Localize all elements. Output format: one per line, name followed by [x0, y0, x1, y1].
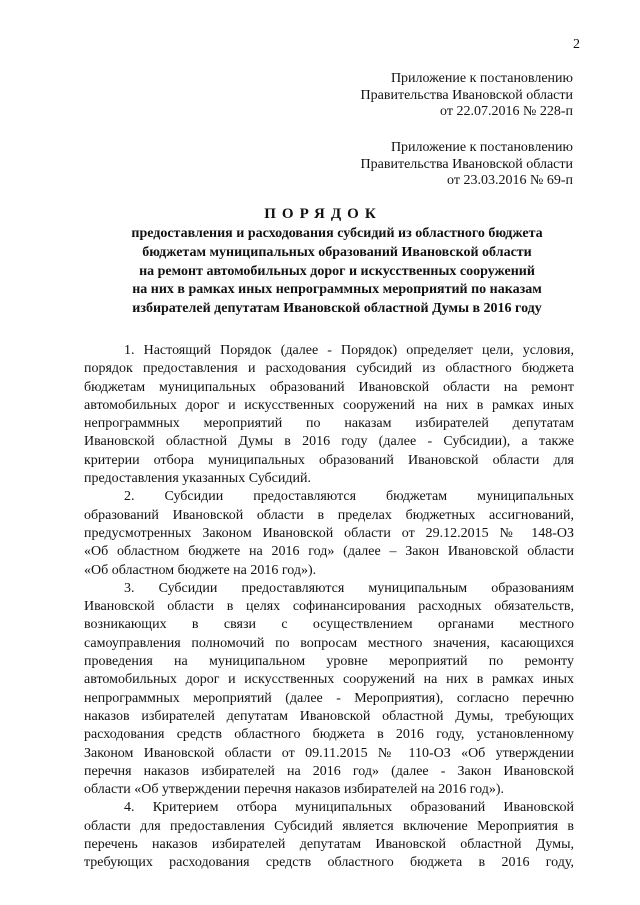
- document-subtitle: [100, 225, 574, 319]
- paragraph-1-line: бюджетам муниципальных образований Ивановской области на ремонт: [84, 379, 574, 395]
- paragraph-1-line: 1. Настоящий Порядок (далее - Порядок) определяет цели, условия,: [124, 343, 574, 358]
- paragraph-3-line: самоуправления полномочий по вопросам местного значения, касающихся: [84, 635, 574, 651]
- paragraph-1-line: порядок предоставления и расходования субсидий из областного бюджета: [84, 361, 574, 377]
- subtitle-line: бюджетам муниципальных образований Ивановской области: [142, 244, 532, 260]
- paragraph-3-line: расходования средств областного бюджета в 2016 году, установленному: [84, 727, 574, 743]
- appendix-line: Правительства Ивановской области: [360, 156, 573, 172]
- appendix-line: от 23.03.2016 № 69-п: [447, 173, 573, 188]
- appendix-line: Приложение к постановлению: [390, 71, 573, 86]
- paragraph-2-line: «Об областном бюджете на 2016 год» (далее – Закон Ивановской области: [84, 544, 574, 560]
- paragraph-1-line: предоставления указанных Субсидий.: [84, 471, 311, 487]
- document-title: ПОРЯДОК: [264, 206, 382, 222]
- paragraph-3-line: непрограммных мероприятий (далее - Мероприятия), согласно перечню: [84, 690, 574, 706]
- paragraph-3-line: перечня наказов избирателей на 2016 год» (далее - Закон Ивановской: [84, 763, 574, 779]
- paragraph-2-line: предусмотренных Законом Ивановской области от 29.12.2015 № 148-ОЗ: [84, 525, 574, 541]
- paragraph-4-line: области для предоставления Субсидий является включение Мероприятия в: [84, 818, 574, 834]
- paragraph-3-line: наказов избирателей депутатам Ивановской областной Думы, требующих: [84, 708, 574, 724]
- paragraph-4-line: перечень наказов избирателей депутатам Ивановской областной Думы,: [84, 837, 574, 853]
- appendix-note-current: [361, 71, 573, 121]
- paragraph-1-line: Ивановской областной Думы в 2016 году (далее - Субсидии), а также: [84, 434, 574, 450]
- subtitle-line: избирателей депутатам Ивановской областной Думы в 2016 году: [132, 301, 542, 317]
- appendix-line: Правительства Ивановской области: [360, 87, 573, 103]
- appendix-line: от 22.07.2016 № 228-п: [440, 104, 573, 119]
- paragraph-3-line: 3. Субсидии предоставляются муниципальным образованиям: [124, 580, 574, 596]
- document-body: [84, 342, 574, 873]
- page-number: 2: [573, 37, 580, 52]
- paragraph-3-line: автомобильных дорог и искусственных сооружений на них в рамках иных: [84, 672, 574, 688]
- paragraph-2-line: 2. Субсидии предоставляются бюджетам муниципальных: [124, 489, 574, 505]
- subtitle-line: на ремонт автомобильных дорог и искусственных сооружений: [139, 263, 535, 279]
- paragraph-1-line: непрограммных мероприятий по наказам избирателей депутатам: [84, 416, 574, 432]
- paragraph-3-line: проведения на муниципальном уровне мероприятий по ремонту: [84, 654, 574, 670]
- paragraph-4-line: требующих расходования средств областного бюджета в 2016 году,: [84, 855, 574, 871]
- paragraph-4-line: 4. Критерием отбора муниципальных образований Ивановской: [124, 800, 574, 816]
- appendix-note-original: [361, 140, 573, 190]
- paragraph-3-line: Законом Ивановской области от 09.11.2015 № 110-ОЗ «Об утверждении: [84, 745, 574, 761]
- subtitle-line: предоставления и расходования субсидий из областного бюджета: [131, 226, 543, 241]
- subtitle-line: на них в рамках иных непрограммных мероприятий по наказам: [132, 282, 542, 298]
- paragraph-3-line: Ивановской области в целях софинансирования расходных обязательств,: [84, 599, 574, 615]
- paragraph-3-line: возникающих в связи с осуществлением органами местного: [84, 617, 574, 633]
- paragraph-3-line: области «Об утверждении перечня наказов избирателей на 2016 год»).: [84, 782, 504, 798]
- appendix-line: Приложение к постановлению: [390, 140, 573, 155]
- paragraph-1-line: критерии отбора муниципальных образований Ивановской области для: [84, 452, 574, 468]
- paragraph-1-line: автомобильных дорог и искусственных сооружений на них в рамках иных: [84, 397, 574, 413]
- paragraph-2-line: образований Ивановской области в пределах бюджетных ассигнований,: [84, 507, 574, 523]
- paragraph-2-line: «Об областном бюджете на 2016 год»).: [84, 562, 317, 578]
